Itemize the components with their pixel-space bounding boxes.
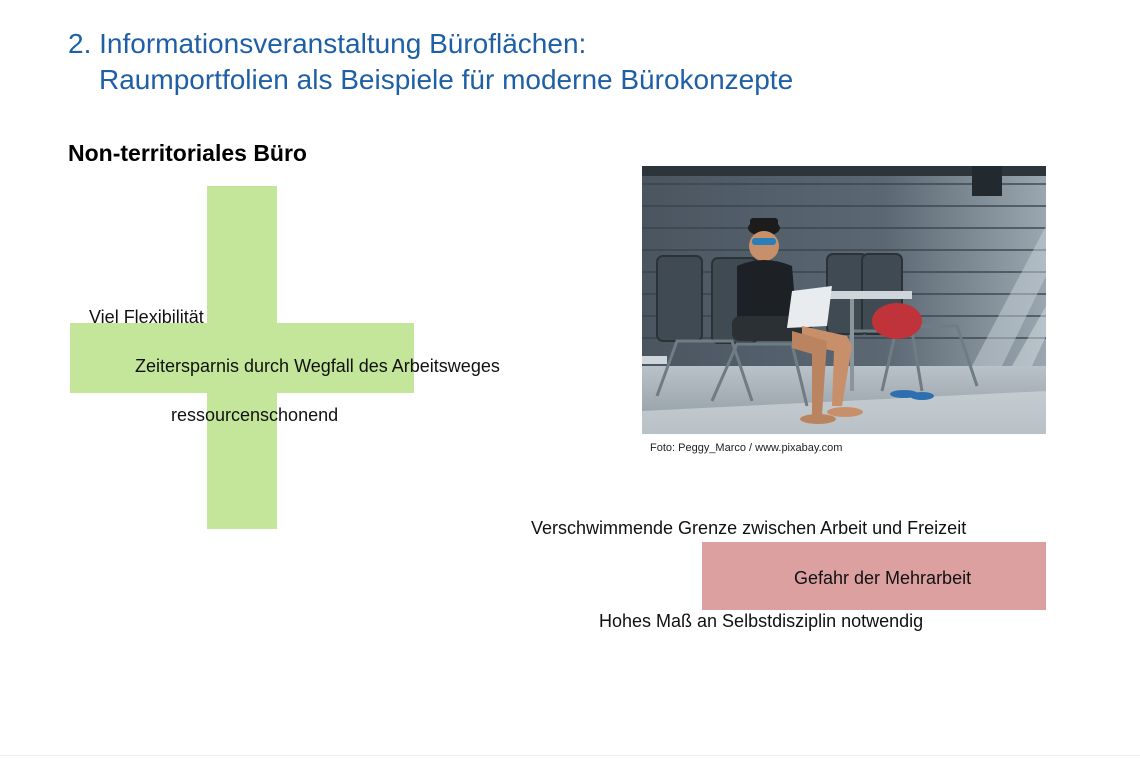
- con-item-self-discipline: Hohes Maß an Selbstdisziplin notwendig: [599, 611, 924, 631]
- pro-item-time-saving: Zeitersparnis durch Wegfall des Arbeitsweges: [135, 356, 500, 376]
- pro-item-flexibility: Viel Flexibilität: [89, 307, 204, 327]
- con-item-blurred-boundary: Verschwimmende Grenze zwischen Arbeit und Freizeit: [531, 518, 967, 538]
- footer-divider: [0, 755, 1140, 756]
- photo-man-with-laptop: [642, 166, 1046, 434]
- slide-title: [68, 26, 793, 98]
- title-line-1: 2. Informationsveranstaltung Büroflächen:: [68, 28, 587, 59]
- section-heading: Non-territoriales Büro: [68, 140, 307, 166]
- title-line-2: Raumportfolien als Beispiele für moderne Bürokonzepte: [99, 64, 794, 95]
- con-item-overwork-risk: Gefahr der Mehrarbeit: [794, 568, 972, 588]
- pro-item-resource-saving: ressourcenschonend: [171, 405, 339, 425]
- photo-caption: Foto: Peggy_Marco / www.pixabay.com: [650, 442, 843, 454]
